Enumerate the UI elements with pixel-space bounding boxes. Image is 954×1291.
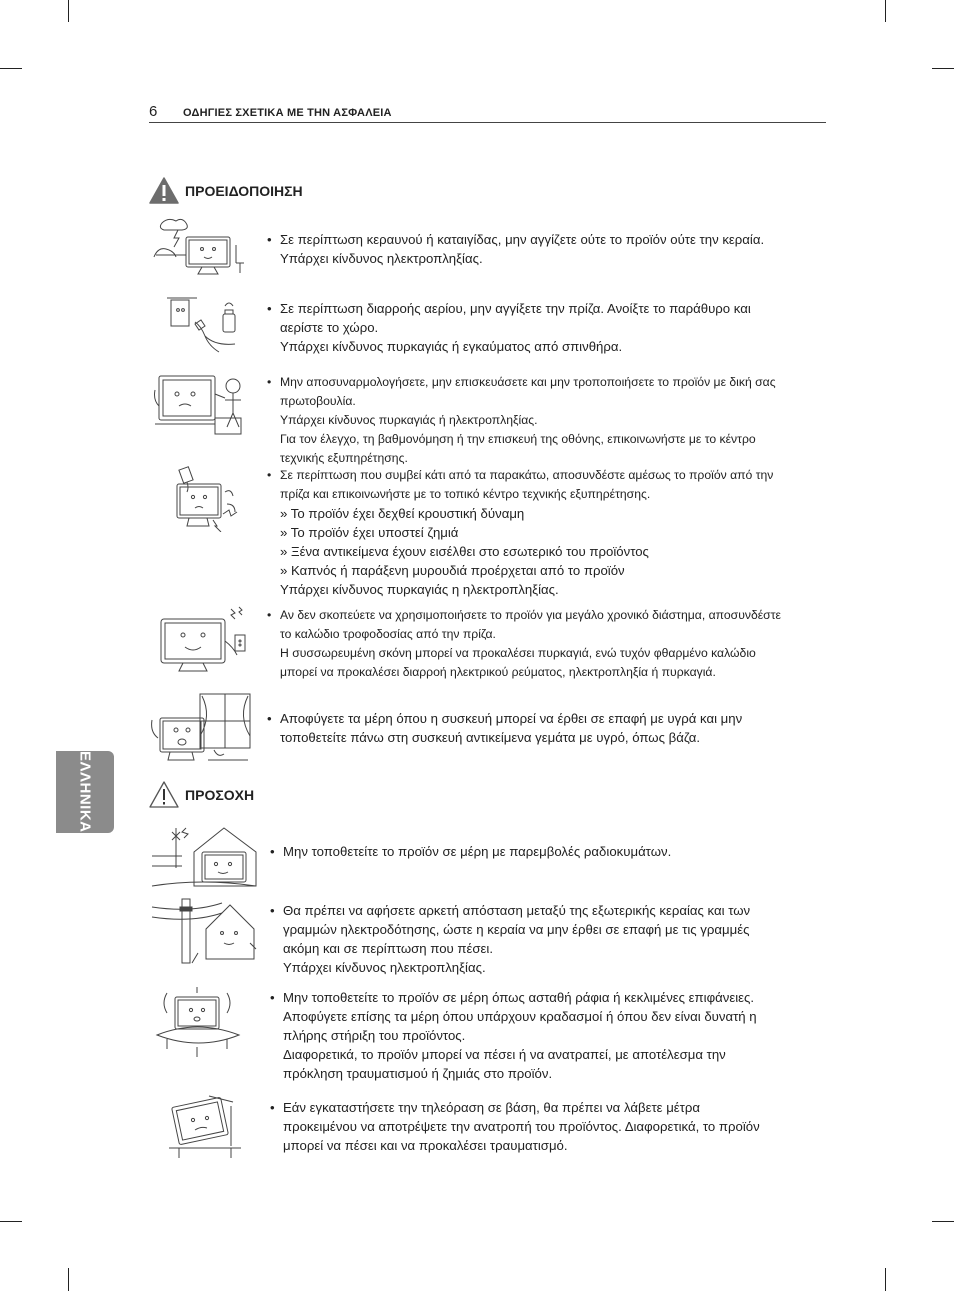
bullet-dot: • [267,375,272,389]
crop-mark [0,1221,22,1222]
disassembly-illustration [153,370,253,440]
crop-mark [885,1268,886,1291]
text-line: Για τον έλεγχο, τη βαθμονόμηση ή την επισκευή της οθόνης, επικοινωνήστε με το κέντρο [280,432,756,446]
text-line: πρωτοβουλία. [280,394,356,408]
text-line: τοποθετείτε πάνω στη συσκευή αντικείμενα γεμάτα με υγρό, όπως βάζα. [280,730,701,745]
bullet-dot: • [267,301,272,316]
warning-heading [149,177,303,204]
caution-item-3 [270,988,843,1083]
warning-heading-label: ΠΡΟΕΙΔΟΠΟΙΗΣΗ [185,182,303,199]
crop-mark [932,1221,954,1222]
text-line: Μην αποσυναρμολογήσετε, μην επισκευάσετε και μην τροποποιήσετε το προϊόν με δική σας [280,375,776,389]
bullet-dot: • [267,711,272,726]
warning-item-3 [267,373,840,468]
page-title: ΟΔΗΓΙΕΣ ΣΧΕΤΙΚΑ ΜΕ ΤΗΝ ΑΣΦΑΛΕΙΑ [183,107,392,119]
text-line: Διαφορετικά, το προϊόν μπορεί να πέσει ή να ανατραπεί, με αποτέλεσμα την [283,1047,726,1062]
antenna-distance-illustration [150,893,260,971]
bullet-dot: • [270,844,275,859]
caution-item-2 [270,901,843,977]
radio-interference-illustration [150,822,260,890]
crop-mark [0,68,22,69]
text-line: Θα πρέπει να αφήσετε αρκετή απόσταση μεταξύ της εξωτερικής κεραίας και των [283,903,751,918]
crop-mark [68,1268,69,1291]
text-line: προκειμένου να αποτρέψετε την ανατροπή του προϊόντος. Διαφορετικά, το προϊόν [283,1119,760,1134]
text-line: Σε περίπτωση κεραυνού ή καταιγίδας, μην αγγίζετε ούτε το προϊόν ούτε την κεραία. [280,232,765,247]
text-line: Αποφύγετε τα μέρη όπου η συσκευή μπορεί να έρθει σε επαφή με υγρά και μην [280,711,743,726]
crop-mark [885,0,886,22]
text-line: Η συσσωρευμένη σκόνη μπορεί να προκαλέσει πυρκαγιά, ενώ τυχόν φθαρμένο καλώδιο [280,646,756,660]
crop-mark [68,0,69,22]
text-line: γραμμών ηλεκτροδότησης, ώστε η κεραία να μην έρθει σε επαφή με τις γραμμές [283,922,750,937]
text-line: πρόκληση τραυματισμού ή ζημιάς στο προϊόν. [283,1066,553,1081]
text-line: τεχνικής εξυπηρέτησης. [280,451,408,465]
damaged-tv-illustration [165,464,243,532]
caution-item-1 [270,842,843,861]
caution-item-4 [270,1098,843,1155]
bullet-dot: • [270,1100,275,1115]
text-line: Υπάρχει κίνδυνος πυρκαγιάς ή ηλεκτροπληξίας. [280,413,538,427]
text-line: πλήρης στήριξη του προϊόντος. [283,1028,466,1043]
text-line: Σε περίπτωση διαρροής αερίου, μην αγγίξετε την πρίζα. Ανοίξτε το παράθυρο και [280,301,751,316]
text-line: Υπάρχει κίνδυνος πυρκαγιάς ή εγκαύματος από σπινθήρα. [280,339,623,354]
caution-heading [149,781,254,808]
text-line: πρίζα και επικοινωνήστε με το τοπικό κέντρο τεχνικής εξυπηρέτησης. [280,487,651,501]
text-line: αερίστε το χώρο. [280,320,379,335]
bullet-dot: • [267,232,272,247]
text-line: μπορεί να πέσει και να προκαλέσει τραυματισμό. [283,1138,568,1153]
page-number: 6 [149,103,158,120]
warning-item-2 [267,299,840,356]
crop-mark [932,68,954,69]
caution-triangle-icon [149,781,179,808]
text-line: το καλώδιο τροφοδοσίας από την πρίζα. [280,627,496,641]
text-line: Εάν εγκαταστήσετε την τηλεόραση σε βάση, θα πρέπει να λάβετε μέτρα [283,1100,701,1115]
warning-item-6 [267,709,840,747]
text-line: ακόμη και σε περίπτωση που πέσει. [283,941,493,956]
warning-item-4 [267,466,840,599]
text-line: Μην τοποθετείτε το προϊόν σε μέρη με παρεμβολές ραδιοκυμάτων. [283,844,672,859]
unplug-tv-illustration [155,605,250,675]
warning-item-5 [267,606,840,682]
tv-stand-illustration [165,1092,245,1160]
text-line: » Καπνός ή παράξενη μυρουδιά προέρχεται από το προϊόν [280,563,625,578]
header-rule [149,122,826,123]
text-line: Υπάρχει κίνδυνος ηλεκτροπληξίας. [283,960,486,975]
text-line: » Το προϊόν έχει υποστεί ζημιά [280,525,459,540]
gas-leak-illustration [165,292,243,364]
warning-triangle-icon [149,177,179,204]
bullet-dot: • [267,608,272,622]
liquid-window-illustration [150,690,255,770]
warning-item-1 [267,230,840,268]
text-line: Υπάρχει κίνδυνος ηλεκτροπληξίας. [280,251,483,266]
text-line: » Το προϊόν έχει δεχθεί κρουστική δύναμη [280,506,525,521]
bullet-dot: • [270,990,275,1005]
language-tab [56,751,114,833]
language-tab-label: ΕΛΛΗΝΙΚΑ [76,751,94,833]
lightning-tv-illustration [152,215,252,277]
bullet-dot: • [267,468,272,482]
caution-heading-label: ΠΡΟΣΟΧΗ [185,786,255,803]
text-line: » Ξένα αντικείμενα έχουν εισέλθει στο εσωτερικό του προϊόντος [280,544,649,559]
text-line: Αν δεν σκοπεύετε να χρησιμοποιήσετε το προϊόν για μεγάλο χρονικό διάστημα, αποσυνδέστε [280,608,781,622]
text-line: Σε περίπτωση που συμβεί κάτι από τα παρακάτω, αποσυνδέστε αμέσως το προϊόν από την [280,468,774,482]
text-line: Υπάρχει κίνδυνος πυρκαγιάς η ηλεκτροπληξίας. [280,582,559,597]
text-line: Αποφύγετε επίσης τα μέρη όπου υπάρχουν κραδασμοί ή όπου δεν είναι δυνατή η [283,1009,757,1024]
text-line: Μην τοποθετείτε το προϊόν σε μέρη όπως ασταθή ράφια ή κεκλιμένες επιφάνειες. [283,990,755,1005]
bullet-dot: • [270,903,275,918]
text-line: μπορεί να προκαλέσει διαρροή ηλεκτρικού ρεύματος, ηλεκτροπληξία ή πυρκαγιά. [280,665,716,679]
unstable-shelf-illustration [153,985,243,1059]
